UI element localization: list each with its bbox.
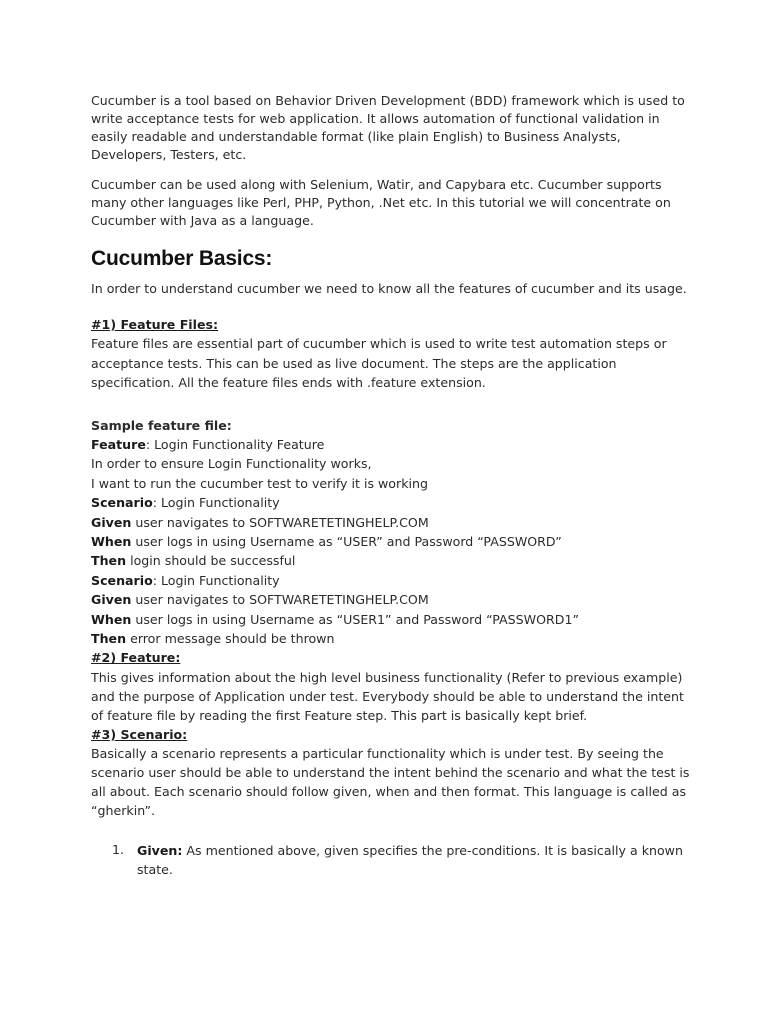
list-item-number: 1. bbox=[112, 842, 125, 858]
sample-text: I want to run the cucumber test to verify it is working bbox=[91, 475, 428, 491]
sample-line bbox=[91, 493, 691, 512]
feature-files-heading: #1) Feature Files: bbox=[91, 317, 219, 332]
sample-line bbox=[91, 610, 691, 629]
sample-keyword: Feature bbox=[91, 437, 146, 452]
sample-text: user logs in using Username as “USER1” and Password “PASSWORD1” bbox=[131, 611, 579, 627]
sample-line bbox=[91, 454, 691, 473]
sample-line bbox=[91, 551, 691, 570]
list-item-keyword: Given: bbox=[137, 843, 183, 859]
sample-keyword: Then bbox=[91, 631, 127, 647]
basics-intro: In order to understand cucumber we need to know all the features of cucumber and its usage. bbox=[91, 281, 687, 296]
sample-text: user navigates to SOFTWARETETINGHELP.COM bbox=[131, 592, 429, 608]
spacer bbox=[91, 393, 691, 416]
sample-text: : Login Functionality Feature bbox=[145, 437, 325, 452]
document-content bbox=[91, 92, 691, 879]
sample-line bbox=[91, 629, 691, 648]
scenario-body: Basically a scenario represents a particular functionality which is under test. By seeing the scenario user should be able to understand the intent behind the scenario and what the test is all about. Each scenario should follow given, when and then format. This language is called as “gherkin”. bbox=[91, 746, 690, 819]
sample-text: : Login Functionality bbox=[152, 572, 280, 588]
sample-line bbox=[91, 435, 691, 454]
sample-keyword: When bbox=[91, 611, 132, 627]
sample-line bbox=[91, 532, 691, 551]
sample-text: : Login Functionality bbox=[152, 495, 280, 511]
steps-list bbox=[91, 841, 691, 879]
scenario-heading: #3) Scenario: bbox=[91, 726, 188, 742]
sample-keyword: Scenario bbox=[91, 572, 153, 588]
sample-text: login should be successful bbox=[126, 553, 296, 569]
sample-line bbox=[91, 474, 691, 493]
sample-keyword: Scenario bbox=[91, 495, 153, 511]
sample-feature-lines bbox=[91, 435, 691, 648]
sample-text: user navigates to SOFTWARETETINGHELP.COM bbox=[131, 514, 429, 530]
sample-keyword: When bbox=[91, 534, 132, 550]
sample-feature-title: Sample feature file: bbox=[91, 417, 232, 433]
list-item bbox=[137, 841, 691, 879]
intro-paragraph-2: Cucumber can be used along with Selenium, Watir, and Capybara etc. Cucumber supports many other languages like Perl, PHP, Python, .Net etc. In this tutorial we will concentrate on Cucumber with Java as a language. bbox=[91, 177, 671, 228]
feature-body: This gives information about the high level business functionality (Refer to previous example) and the purpose of Application under test. Everybody should be able to understand the intent of feature file by reading the first Feature step. This part is basically kept brief. bbox=[91, 669, 684, 723]
sample-text: error message should be thrown bbox=[126, 631, 335, 647]
basics-heading: Cucumber Basics: bbox=[91, 247, 273, 270]
list-item-text: As mentioned above, given specifies the pre-conditions. It is basically a known state. bbox=[137, 843, 683, 878]
sample-text: user logs in using Username as “USER” and Password “PASSWORD” bbox=[131, 534, 562, 550]
intro-paragraph-1: Cucumber is a tool based on Behavior Driven Development (BDD) framework which is used to write acceptance tests for web application. It allows automation of functional validation in easily readable and understandable format (like plain English) to Business Analysts, Developers, Testers, etc. bbox=[91, 93, 685, 162]
sample-keyword: Given bbox=[91, 592, 132, 608]
sample-line bbox=[91, 571, 691, 590]
sample-line bbox=[91, 590, 691, 609]
sample-keyword: Then bbox=[91, 553, 127, 569]
feature-files-body: Feature files are essential part of cucumber which is used to write test automation steps or acceptance tests. This can be used as live document. The steps are the application specification. All the feature files ends with .feature extension. bbox=[91, 336, 667, 390]
sample-line bbox=[91, 513, 691, 532]
feature-heading: #2) Feature: bbox=[91, 650, 181, 666]
sample-keyword: Given bbox=[91, 514, 132, 530]
sample-text: In order to ensure Login Functionality works, bbox=[91, 456, 372, 472]
